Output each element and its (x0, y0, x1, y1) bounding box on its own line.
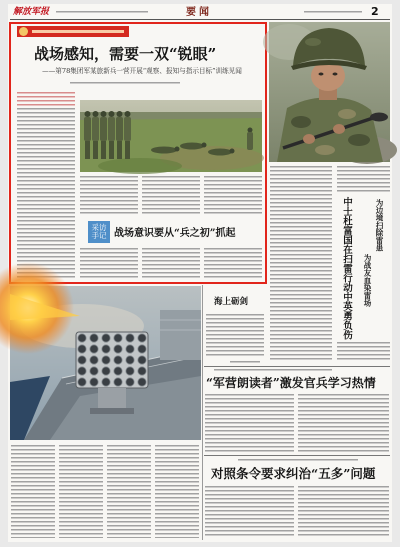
launcher-tube (126, 334, 134, 342)
launcher-tube (78, 367, 86, 375)
edition-date-line (56, 11, 148, 14)
launcher-tube (114, 356, 122, 364)
launcher-tube (126, 378, 134, 386)
newspaper-logo: 解放军报 (13, 7, 50, 17)
lower-left-column-1 (11, 445, 55, 538)
lower-left-column-2 (59, 445, 103, 538)
launcher-tube (102, 378, 110, 386)
photo-credit (230, 361, 260, 364)
deminer-story-intro (337, 166, 390, 192)
deminer-story-tail (337, 342, 390, 362)
deminer-subtitle-2: 为战友血染雷场 (363, 254, 372, 307)
featured-body-column-3 (142, 176, 200, 216)
launcher-tube (90, 334, 98, 342)
lower-left-column-4 (155, 445, 199, 538)
deminer-story-text (270, 166, 332, 362)
launcher-tube (90, 356, 98, 364)
reader-story-column-2 (298, 394, 389, 452)
launcher-tube (138, 345, 146, 353)
notes-body-column-2 (142, 248, 200, 278)
featured-lead-text (17, 92, 75, 106)
deminer-subtitle-1: 为边境扫除雷患 (375, 199, 384, 252)
regulation-story-column-1 (205, 486, 294, 538)
banner-text-line (32, 30, 124, 33)
ship-superstructure (160, 310, 201, 360)
interview-notes-badge: 采访手记 (88, 221, 110, 243)
page-number: 2 (371, 5, 379, 18)
lower-left-column-3 (107, 445, 151, 538)
launcher-tube (90, 367, 98, 375)
deminer-headline: 中士杜富国在扫雷行动中英勇负伤 (341, 197, 352, 340)
launcher-tube (138, 356, 146, 364)
featured-byline (70, 82, 180, 85)
notes-body-column-3 (204, 248, 262, 278)
launcher-tube (90, 378, 98, 386)
launcher-tube (102, 334, 110, 342)
masthead-rule (10, 19, 390, 20)
photo-caption-text (206, 314, 264, 358)
photo-caption-title: 海上砺剑 (214, 297, 249, 307)
story-rule (204, 366, 390, 367)
deminer-soldier-photo (269, 22, 390, 162)
story-rule (204, 455, 390, 456)
launcher-tube (78, 378, 86, 386)
launcher-tube (102, 367, 110, 375)
column-divider (202, 285, 203, 540)
warship-rocket-launch-photo (10, 286, 201, 440)
regulation-story-kicker (238, 459, 358, 462)
launcher-tube (138, 334, 146, 342)
featured-body-column-1 (17, 108, 75, 278)
editor-credit-line (304, 11, 362, 14)
notes-body-column-1 (80, 248, 138, 278)
interview-notes-headline: 战场意识要从“兵之初”抓起 (114, 228, 236, 239)
reader-story-kicker (214, 369, 332, 372)
regulation-story-headline: 对照条令要求纠治“五多”问题 (211, 466, 376, 481)
featured-headline: 战场感知，需要一双“锐眼” (34, 45, 217, 63)
featured-subheadline: ——第78集团军某旅新兵一营开展“观察、报知与指示目标”训练见闻 (42, 67, 242, 75)
launcher-tube (114, 334, 122, 342)
launcher-tube (126, 356, 134, 364)
featured-body-column-4 (204, 176, 262, 216)
banner-emblem-icon (19, 27, 28, 36)
launcher-tube (138, 367, 146, 375)
regulation-story-column-2 (298, 486, 389, 538)
reader-story-headline: “军营朗读者”激发官兵学习热情 (206, 376, 376, 390)
launcher-tube (78, 345, 86, 353)
launcher-tube (114, 378, 122, 386)
launcher-tube (102, 345, 110, 353)
section-title: 要闻 (186, 7, 212, 18)
training-field-photo (80, 100, 262, 172)
featured-body-column-2 (80, 176, 138, 216)
launcher-tube (126, 345, 134, 353)
launcher-tube (126, 367, 134, 375)
launcher-tube (102, 356, 110, 364)
launcher-tube (90, 345, 98, 353)
launcher-tube (138, 378, 146, 386)
launcher-tube (78, 334, 86, 342)
launcher-tube (114, 367, 122, 375)
reader-story-column-1 (205, 394, 294, 452)
launcher-tube (78, 356, 86, 364)
launcher-tube (114, 345, 122, 353)
